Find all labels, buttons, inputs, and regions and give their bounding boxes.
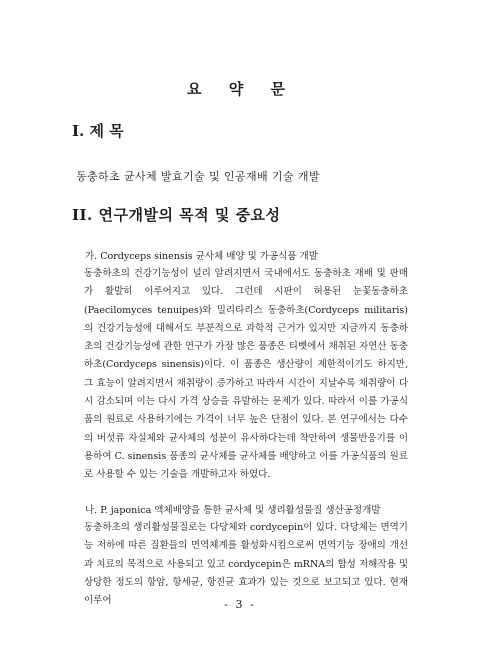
page-number: - 3 - xyxy=(224,598,256,611)
document-title: 요 약 문 xyxy=(187,80,293,98)
subsection-b-paragraph: 동충하초의 생리활성물질로는 다당체와 cordycepin이 있다. 다당체는 면역기능 저하에 따른 질환들의 면역체계를 활성화시킴으로써 면역기능 장애의 개선과 치료의 목적으로 사용되고 있고 cordycepin은 mRNA의 합성 저해작용 및 상당한 정도의 항암, 항세균, 항진균 효과가 있는 것으로 보고되고 있다. 현재 이루어 xyxy=(84,522,408,607)
section-heading-title: I. 제 목 xyxy=(72,122,124,140)
subsection-heading-a: 가. Cordyceps sinensis 균사체 배양 및 가공식품 개발 xyxy=(85,251,318,262)
subsection-a-paragraph: 동충하초의 건강기능성이 널리 알려지면서 국내에서도 동충하초 재배 및 판매가 활발히 이루어지고 있다. 그런데 시판이 허용된 눈꽃동충하초(Paecilomyces tenuipes)와 밀리타리스 동충하초(Cordyceps militaris)의 건강기능성에 대해서도 부분적으로 과학적 근거가 있지만 지금까지 동충하초의 건강기능성에 관한 연구가 가장 많은 품종은 티벳에서 채취된 자연산 동충하초(Cordyceps sinensis)이다. 이 품종은 생산량이 제한적이기도 하지만, 그 효능이 알려지면서 채취량이 증가하고 따라서 시간이 지날수록 채취량이 다시 감소되며 이는 다시 가격 상승을 유발하는 문제가 있다. 따라서 이를 가공식품의 원료로 사용하기에는 가격이 너무 높은 단점이 있다. 본 연구에서는 다수의 버섯류 자실체와 균사체의 성분이 유사하다는데 착안하여 생물반응기를 이용하여 C. sinensis 품종의 균사체를 균사체를 배양하고 이를 가공식품의 원료로 사용할 수 있는 기술을 개발하고자 하였다. xyxy=(84,268,408,481)
subsection-b-body xyxy=(84,519,408,610)
subsection-heading-b: 나. P. japonica 액체배양을 통한 균사체 및 생리활성물질 생산공정개발 xyxy=(85,505,381,516)
subsection-a-body xyxy=(84,265,408,485)
section-heading-purpose: II. 연구개발의 목적 및 중요성 xyxy=(72,206,281,224)
project-subject: 동충하초 균사체 발효기술 및 인공재배 기술 개발 xyxy=(76,170,320,183)
